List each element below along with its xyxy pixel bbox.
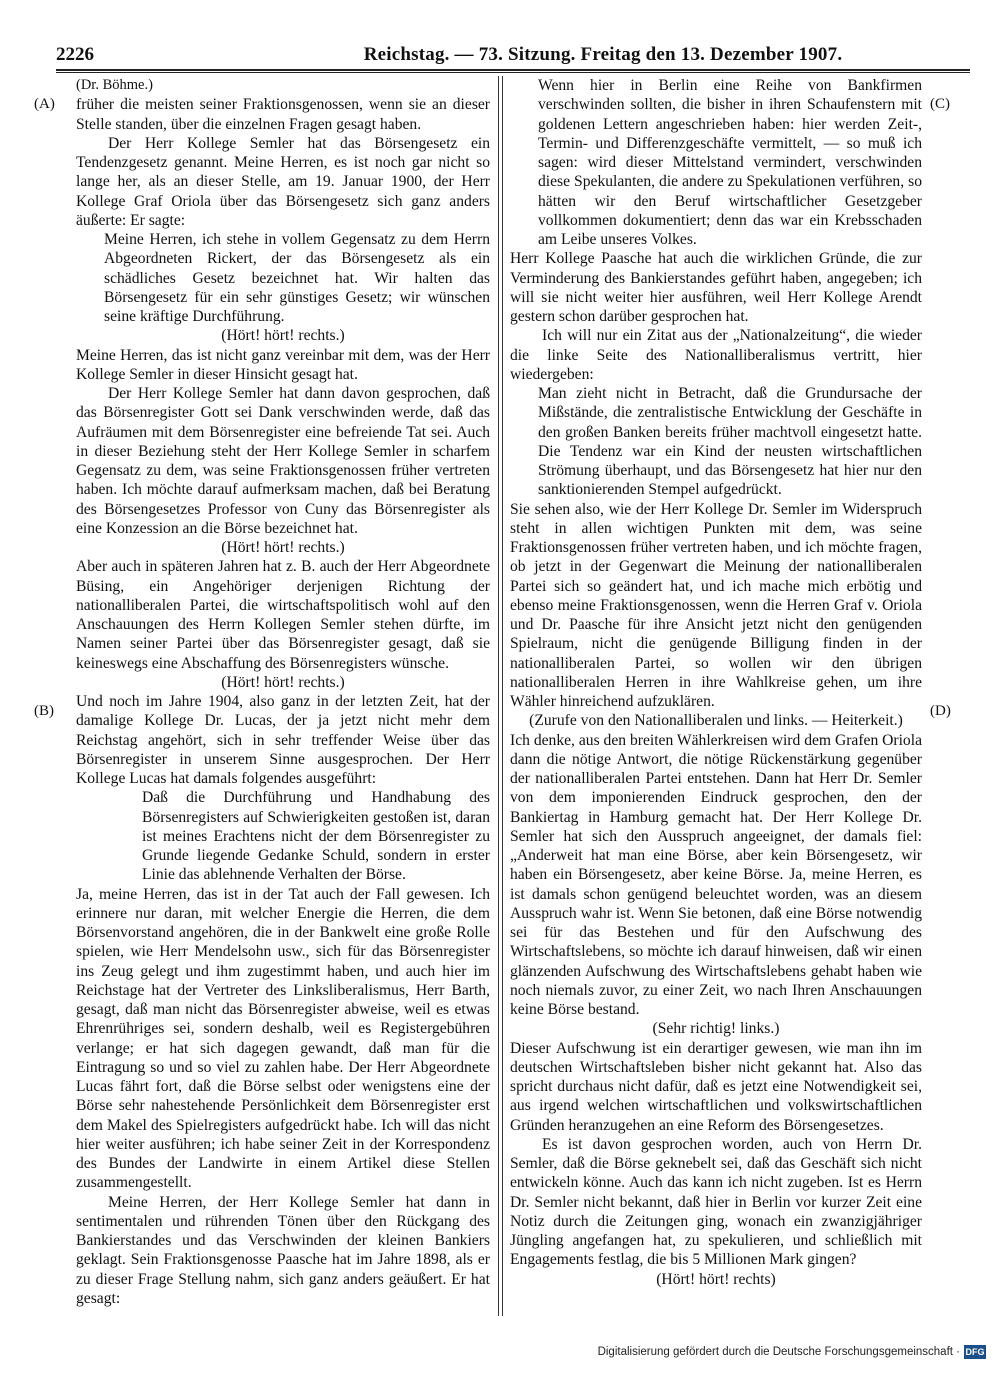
interjection: (Zurufe von den Nationalliberalen und links. — Heiterkeit.) — [529, 712, 903, 730]
paragraph: Meine Herren, der Herr Kollege Semler hat dann in sentimentalen und rührenden Tönen über den Rückgang des Bankierstandes und das Verschwinden der kleinen Bankiers geklagt. Sein Fraktionsgenosse Paasche hat im Jahre 1898, als er zu dieser Frage Stellung nahm, sich ganz anders geäußert. Er hat gesagt: — [76, 1193, 490, 1307]
column-divider — [498, 76, 499, 1316]
speaker-name: (Dr. Böhme.) — [76, 77, 153, 93]
paragraph: Meine Herren, das ist nicht ganz vereinbar mit dem, was der Herr Kollege Semler in dieser Hinsicht gesagt hat. — [76, 346, 490, 383]
dfg-logo-icon: DFG — [965, 1347, 985, 1357]
paragraph: Es ist davon gesprochen worden, auch von Herrn Dr. Semler, daß die Börse geknebelt sei, daß das Geschäft sich nicht entwickeln könne. Auch das kann ich nicht zugeben. Ist es Herrn Dr. Semler nicht bekannt, daß hier in Berlin vor kurzer Zeit eine Notiz durch die Zeitungen ging, wonach ein zwanzigjähriger Jüngling angefangen hat, zu spekulieren, und schließlich mit Engagements festlag, die bis 5 Millionen Mark gingen? — [510, 1135, 922, 1269]
margin-mark-b: (B) — [34, 703, 54, 719]
header-rule-thin — [56, 72, 970, 73]
right-column — [510, 76, 922, 1289]
column-divider-second — [502, 76, 503, 1316]
paragraph: Ich denke, aus den breiten Wählerkreisen wird dem Grafen Oriola dann die nötige Antwort, die nötige Rückenstärkung gegenüber der nationalliberalen Partei entstehen. Dann hat Herr Dr. Semler von dem imponierenden Eindruck gesprochen, den der Bankiertag in Hamburg gemacht hat. Der Herr Kollege Dr. Semler hat sich den Ausspruch angeeignet, der damals fiel: „Anderweit hat man eine Börse, aber kein Börsengesetz, wir haben ein Börsengesetz, aber keine Börse. Ja, meine Herren, es ist damals schon genügend beleuchtet worden, was an diesem Ausspruch wahr ist. Wenn Sie betonen, daß eine Börse notwendig sei für das Bestehen und für den Aufschwung des Wirtschaftslebens, so möchte ich darauf hinweisen, daß wir einen glänzenden Aufschwung des Wirtschaftslebens gehabt haben wie noch niemals zuvor, zu einer Zeit, wo nach Ihren Anschauungen keine Börse bestand. — [510, 731, 922, 1018]
quotation: Man zieht nicht in Betracht, daß die Grundursache der Mißstände, die zentralistische Entwicklung der Geschäfte in den großen Banken bereits früher machtvoll eingesetzt hatte. Die Tendenz war ein Kind der neusten wirtschaftlichen Strömung überhaupt, und das Börsengesetz hat hier nur den sanktionierenden Stempel aufgedrückt. — [538, 385, 922, 499]
interjection: (Hört! hört! rechts.) — [221, 327, 345, 345]
margin-mark-c: (C) — [930, 96, 950, 112]
page-number: 2226 — [56, 44, 94, 65]
margin-mark-d: (D) — [930, 703, 951, 719]
interjection: (Hört! hört! rechts) — [656, 1270, 776, 1288]
interjection: (Hört! hört! rechts.) — [221, 539, 345, 556]
paragraph: Ich will nur ein Zitat aus der „Nationalzeitung“, die wieder die linke Seite des Nationalliberalismus vertritt, hier wiedergeben: — [510, 327, 922, 383]
interjection: (Sehr richtig! links.) — [652, 1020, 780, 1038]
paragraph: Der Herr Kollege Semler hat das Börsengesetz ein Tendenzgesetz genannt. Meine Herren, es ist noch gar nicht so lange her, als an dieser Stelle, am 19. Januar 1900, der Herr Kollege Graf Oriola über das Börsengesetz sich ganz anders äußerte: Er sagte: — [76, 134, 490, 229]
digitization-credit — [598, 1345, 986, 1359]
interjection: (Hört! hört! rechts.) — [221, 673, 345, 691]
paragraph: Und noch im Jahre 1904, also ganz in der letzten Zeit, hat der damalige Kollege Dr. Lucas, der ja jetzt nicht mehr dem Reichstag angehört, sich in sehr treffender Weise über das Börsenregister in unserem Sinne ausgesprochen. Der Herr Kollege Lucas hat damals folgendes ausgeführt: — [76, 693, 490, 787]
page-header — [56, 44, 970, 70]
paragraph: Ja, meine Herren, das ist in der Tat auch der Fall gewesen. Ich erinnere nur daran, mit welcher Energie die Herren, die dem Börsenvorstand angehören, die in der Bankwelt eine große Rolle spielen, wie Herr Mendelsohn usw., sich für das Börsenregister ins Zeug gelegt und ihm zugestimmt haben, und auch hier im Reichstage hat der Vertreter des Linksliberalismus, Herr Barth, gesagt, daß man nicht das Börsenregister abweise, weil es etwas Ehrenrühriges sei, sondern deshalb, weil es Registergebühren verlange; er hat sich dagegen gewandt, daß man für die Eintragung so und so viel zu zahlen habe. Der Herr Abgeordnete Lucas fährt fort, daß die Börse selbst oder wenigstens eine der Börse sehr nahestehende Persönlichkeit dem Börsenregister erst dem Makel des Spielregisters aufgedrückt habe. Ich will das nicht hier weiter ausführen; ich habe seiner Zeit in der Korrespondenz des Bundes der Landwirte in einem Artikel diese Stellen zusammengestellt. — [76, 885, 490, 1192]
quotation: Meine Herren, ich stehe in vollem Gegensatz zu dem Herrn Abgeordneten Rickert, der das Börsengesetz als ein schädliches Gesetz bezeichnet hat. Wir halten das Börsengesetz für ein sehr günstiges Gesetz; wir wünschen seine kräftige Durchführung. — [104, 231, 490, 325]
header-rule — [56, 69, 970, 71]
paragraph: Aber auch in späteren Jahren hat z. B. auch der Herr Abgeordnete Büsing, ein Angehöriger derjenigen Richtung der nationalliberalen Partei, die wirtschaftspolitisch wohl auf den Anschauungen des Herrn Kollegen Semler stehen dürfte, im Namen seiner Partei über das Börsenregister gesagt, daß sie keineswegs eine Abschaffung des Börsenregisters wünsche. — [76, 558, 490, 672]
running-title: Reichstag. — 73. Sitzung. Freitag den 13. Dezember 1907. — [363, 44, 843, 65]
quotation: Daß die Durchführung und Handhabung des Börsenregisters auf Schwierigkeiten gestoßen ist, daran ist meines Erachtens nicht der dem Börsenregister zu Grunde liegende Gedanke Schuld, sondern in erster Linie das ablehnende Verhalten der Börse. — [142, 789, 490, 884]
left-column — [76, 76, 490, 1308]
paragraph: Der Herr Kollege Semler hat dann davon gesprochen, daß das Börsenregister Gott sei Dank verschwinden werde, daß das Aufräumen mit dem Börsenregister eine befreiende Tat sei. Auch in dieser Beziehung steht der Herr Kollege Semler in scharfem Gegensatz zu dem, was seine Fraktionsgenossen früher vertreten haben. Ich möchte darauf aufmerksam machen, daß bei Beratung des Börsengesetzes Professor von Cuny das Börsenregister als eine Konzession an die Börse bezeichnet hat. — [76, 385, 490, 537]
paragraph: Sie sehen also, wie der Herr Kollege Dr. Semler im Widerspruch steht in allen wichtigen Punkten mit dem, was seine Fraktionsgenossen früher vertreten haben, und ich möchte fragen, ob jetzt in der Gegenwart die Meinung der nationalliberalen Partei sich so geändert hat, und ich mache mich erbötig und ebenso meine Fraktionsgenossen, wenn die Herren Graf v. Oriola und Dr. Paasche für ihre Ansicht jetzt nicht den genügenden Spielraum, nicht die genügende Billigung finden in der nationalliberalen Partei, so wollen wir den übrigen nationalliberalen Herren in ihre Wahlkreise gehen, um ihre Wähler hinreichend aufzuklären. — [510, 500, 922, 710]
quotation: Wenn hier in Berlin eine Reihe von Bankfirmen verschwinden sollten, die bisher in ihren Schaufenstern mit goldenen Lettern angeschrieben haben: hier werden Zeit-, Termin- und Differenzgeschäfte vermittelt, — so muß ich sagen: wird dieser Mittelstand vermindert, verschwinden diese Spekulanten, die andere zu Spekulationen verführen, so hätten wir den Beruf wirtschaftlicher Gesetzgeber vollkommen dokumentiert; denn das war ein Krebsschaden am Leibe unseres Volkes. — [538, 77, 922, 248]
paragraph: früher die meisten seiner Fraktionsgenossen, wenn sie an dieser Stelle standen, über die einzelnen Fragen gesagt haben. — [76, 96, 490, 133]
paragraph: Herr Kollege Paasche hat auch die wirklichen Gründe, die zur Verminderung des Bankierstandes geführt haben, angegeben; ich will sie nicht weiter hier ausführen, weil Herr Kollege Arendt gestern schon darüber gesprochen hat. — [510, 250, 922, 325]
credit-text: Digitalisierung gefördert durch die Deutsche Forschungsgemeinschaft · — [597, 1346, 960, 1358]
margin-mark-a: (A) — [34, 96, 55, 112]
paragraph: Dieser Aufschwung ist ein derartiger gewesen, wie man ihn im deutschen Wirtschaftsleben bisher nicht gekannt hat. Also das spricht durchaus nicht dafür, daß es jetzt eine Notwendigkeit sei, aus irgend welchen wirtschaftlichen und volkswirtschaftlichen Gründen heranzugehen an eine Reform des Börsengesetzes. — [510, 1039, 922, 1134]
